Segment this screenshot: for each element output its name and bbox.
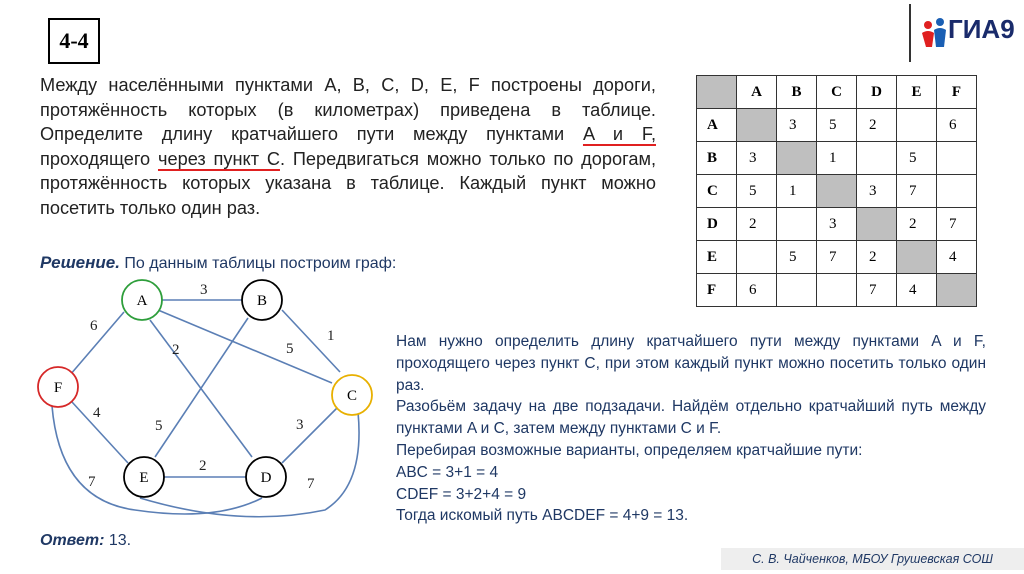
table-row — [697, 208, 977, 241]
edge-label-cd: 3 — [296, 417, 304, 433]
edge-cd — [282, 407, 338, 463]
logo-text: ГИА9 — [948, 14, 1015, 44]
row-label: B — [697, 142, 737, 175]
explanation-line: CDEF = 3+2+4 = 9 — [396, 485, 527, 503]
table-cell: 3 — [817, 208, 857, 241]
table-cell — [897, 241, 937, 274]
table-row — [697, 142, 977, 175]
node-label-d: D — [260, 470, 272, 486]
problem-statement: Между населёнными пунктами A, B, C, D, E, F построены дороги, протяжённость которых (в километрах) приведена в таблице. Определите длину кратчайшего пути между пунктами A и F, проходящего через пункт C. Передвигаться можно только по дорогам, протяжённость которых указана в таблице. Каждый пункт можно посетить только один раз. — [40, 75, 657, 218]
table-cell: 7 — [937, 208, 977, 241]
road-graph — [0, 260, 390, 532]
explanation-line: Нам нужно определить длину кратчайшего пути между пунктами A и F, проходящего через пункт C, при этом каждый пункт можно посетить только один раз. — [396, 333, 986, 394]
header-divider — [909, 4, 911, 62]
table-cell: 2 — [857, 109, 897, 142]
table-cell: 7 — [897, 175, 937, 208]
highlight-through-c: через пункт C — [157, 148, 280, 169]
table-cell: 7 — [857, 274, 897, 307]
highlight-a-and-f: A и F, — [582, 124, 656, 144]
row-label: F — [697, 274, 737, 307]
edge-label-ad: 2 — [172, 342, 180, 358]
table-cell — [777, 274, 817, 307]
edge-label-ac: 5 — [286, 341, 294, 357]
edge-be — [155, 318, 248, 457]
edge-label-af: 6 — [90, 318, 98, 334]
table-header: E — [897, 76, 937, 109]
table-cell: 1 — [777, 175, 817, 208]
table-corner-cell — [697, 76, 737, 109]
table-cell: 3 — [857, 175, 897, 208]
node-label-e: E — [139, 470, 149, 486]
table-row — [697, 109, 977, 142]
row-label: D — [697, 208, 737, 241]
edge-label-ab: 3 — [200, 282, 208, 298]
table-cell: 7 — [817, 241, 857, 274]
row-label: C — [697, 175, 737, 208]
edge-label-be: 5 — [155, 418, 163, 434]
table-row — [697, 241, 977, 274]
table-cell: 5 — [897, 142, 937, 175]
node-label-a: A — [136, 293, 148, 309]
table-cell: 4 — [937, 241, 977, 274]
edge-ac — [158, 310, 332, 383]
distance-table — [696, 75, 977, 307]
table-header: C — [817, 76, 857, 109]
table-header: A — [737, 76, 777, 109]
table-cell — [777, 142, 817, 175]
table-cell: 2 — [857, 241, 897, 274]
table-cell: 3 — [777, 109, 817, 142]
edge-label-fd: 7 — [88, 474, 96, 490]
table-cell: 5 — [817, 109, 857, 142]
table-cell — [937, 175, 977, 208]
explanation-line: ABC = 3+1 = 4 — [396, 463, 499, 481]
table-cell: 5 — [777, 241, 817, 274]
table-cell: 2 — [737, 208, 777, 241]
table-cell: 6 — [737, 274, 777, 307]
table-cell: 3 — [737, 142, 777, 175]
table-cell — [817, 274, 857, 307]
node-label-b: B — [256, 293, 268, 309]
table-cell — [897, 109, 937, 142]
node-label-f: F — [53, 380, 63, 396]
author-footer: С. В. Чайченков, МБОУ Грушевская СОШ — [721, 548, 1024, 570]
explanation — [396, 331, 986, 527]
table-cell — [937, 274, 977, 307]
edge-label-bc: 1 — [327, 328, 335, 344]
table-cell — [817, 175, 857, 208]
solution-heading: Решение. По данным таблицы построим граф: — [40, 253, 397, 272]
table-cell — [737, 241, 777, 274]
table-cell — [857, 208, 897, 241]
table-cell — [737, 109, 777, 142]
edge-label-ec: 7 — [307, 476, 315, 492]
row-label: A — [697, 109, 737, 142]
table-cell: 4 — [897, 274, 937, 307]
table-row — [697, 274, 977, 307]
edge-label-ef: 4 — [93, 405, 101, 421]
explanation-line: Разобьём задачу на две подзадачи. Найдём отдельно кратчайший путь между пунктами A и C, затем между пунктами C и F. — [396, 398, 986, 438]
table-cell: 2 — [897, 208, 937, 241]
table-cell: 6 — [937, 109, 977, 142]
edge-label-ed: 2 — [199, 458, 207, 474]
table-row — [697, 175, 977, 208]
table-header: F — [937, 76, 977, 109]
task-number-badge: 4-4 — [48, 18, 100, 64]
table-cell — [857, 142, 897, 175]
node-label-c: C — [346, 388, 358, 404]
table-cell — [937, 142, 977, 175]
answer: Ответ: 13. — [40, 532, 132, 549]
row-label: E — [697, 241, 737, 274]
table-header-row — [697, 76, 977, 109]
table-cell: 5 — [737, 175, 777, 208]
table-header: D — [857, 76, 897, 109]
table-cell — [777, 208, 817, 241]
table-cell: 1 — [817, 142, 857, 175]
table-header: B — [777, 76, 817, 109]
explanation-line: Перебирая возможные варианты, определяем кратчайшие пути: — [396, 441, 863, 459]
explanation-line: Тогда искомый путь ABCDEF = 4+9 = 13. — [396, 507, 689, 525]
